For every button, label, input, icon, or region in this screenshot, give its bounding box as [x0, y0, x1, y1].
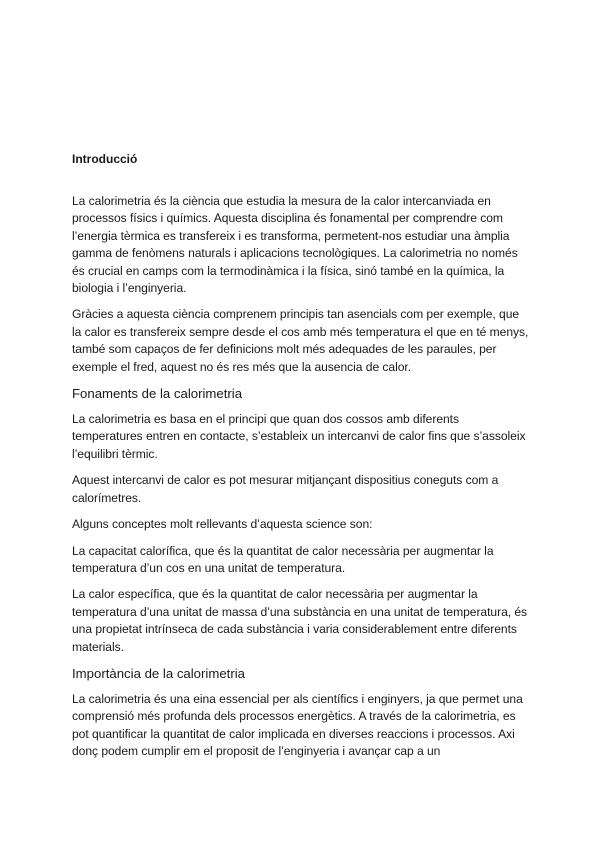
intro-paragraph: Gràcies a aquesta ciència comprenem principis tan asencials com per exemple, que la calor es transfereix sempre desde el cos amb més temperatura el que en té menys, també som capaços de fer definicions molt més adequades de les paraules, per exemple el fred, aquest no és res més que la ausencia de calor. — [72, 307, 529, 374]
section1-paragraph: Alguns conceptes molt rellevants d’aquesta science son: — [72, 517, 373, 532]
section2-paragraph: La calorimetria és una eina essencial per als científics i enginyers, ja que permet una comprensió més profunda dels processos energètics. A través de la calorimetria, es pot quantificar la quantitat de calor implicada en diverses reaccions i processos. Axi donç podem cumplir em el proposit de l’enginyeria i avançar cap a un — [72, 691, 523, 759]
section1-paragraph: La calorimetria es basa en el principi que quan dos cossos amb diferents temperatures entren en contacte, s’estableix un intercanvi de calor fins que s’assoleix l’equilibri tèrmic. — [72, 412, 526, 461]
section1-paragraph: La calor específica, que és la quantitat de calor necessària per augmentar la temperatura d’una unitat de massa d’una substància en una unitat de temperatura, és una propietat intrínseca de cada substància i varia considerablement entre diferents materials. — [72, 587, 528, 654]
page-title: Introducció — [72, 152, 138, 166]
section-heading-fonaments: Fonaments de la calorimetria — [72, 386, 243, 402]
section-heading-importancia: Importància de la calorimetria — [72, 665, 245, 681]
page-content — [72, 151, 530, 770]
intro-paragraph: La calorimetria és la ciència que estudia la mesura de la calor intercanviada en processos físics i químics. Aquesta disciplina és fonamental per comprendre com l’energia tèrmica es transfereix i es transforma, permetent-nos estudiar una àmplia gamma de fenòmens naturals i aplicacions tecnològiques. La calorimetria no només és crucial en camps com la termodinàmica i la física, sinó també en la química, la biologia i l’enginyeria. — [72, 194, 518, 296]
section1-paragraph: La capacitat calorífica, que és la quantitat de calor necessària per augmentar la temperatura d’un cos en una unitat de temperatura. — [72, 543, 494, 575]
section1-paragraph: Aquest intercanvi de calor es pot mesurar mitjançant dispositius coneguts com a calorímetres. — [72, 473, 499, 505]
